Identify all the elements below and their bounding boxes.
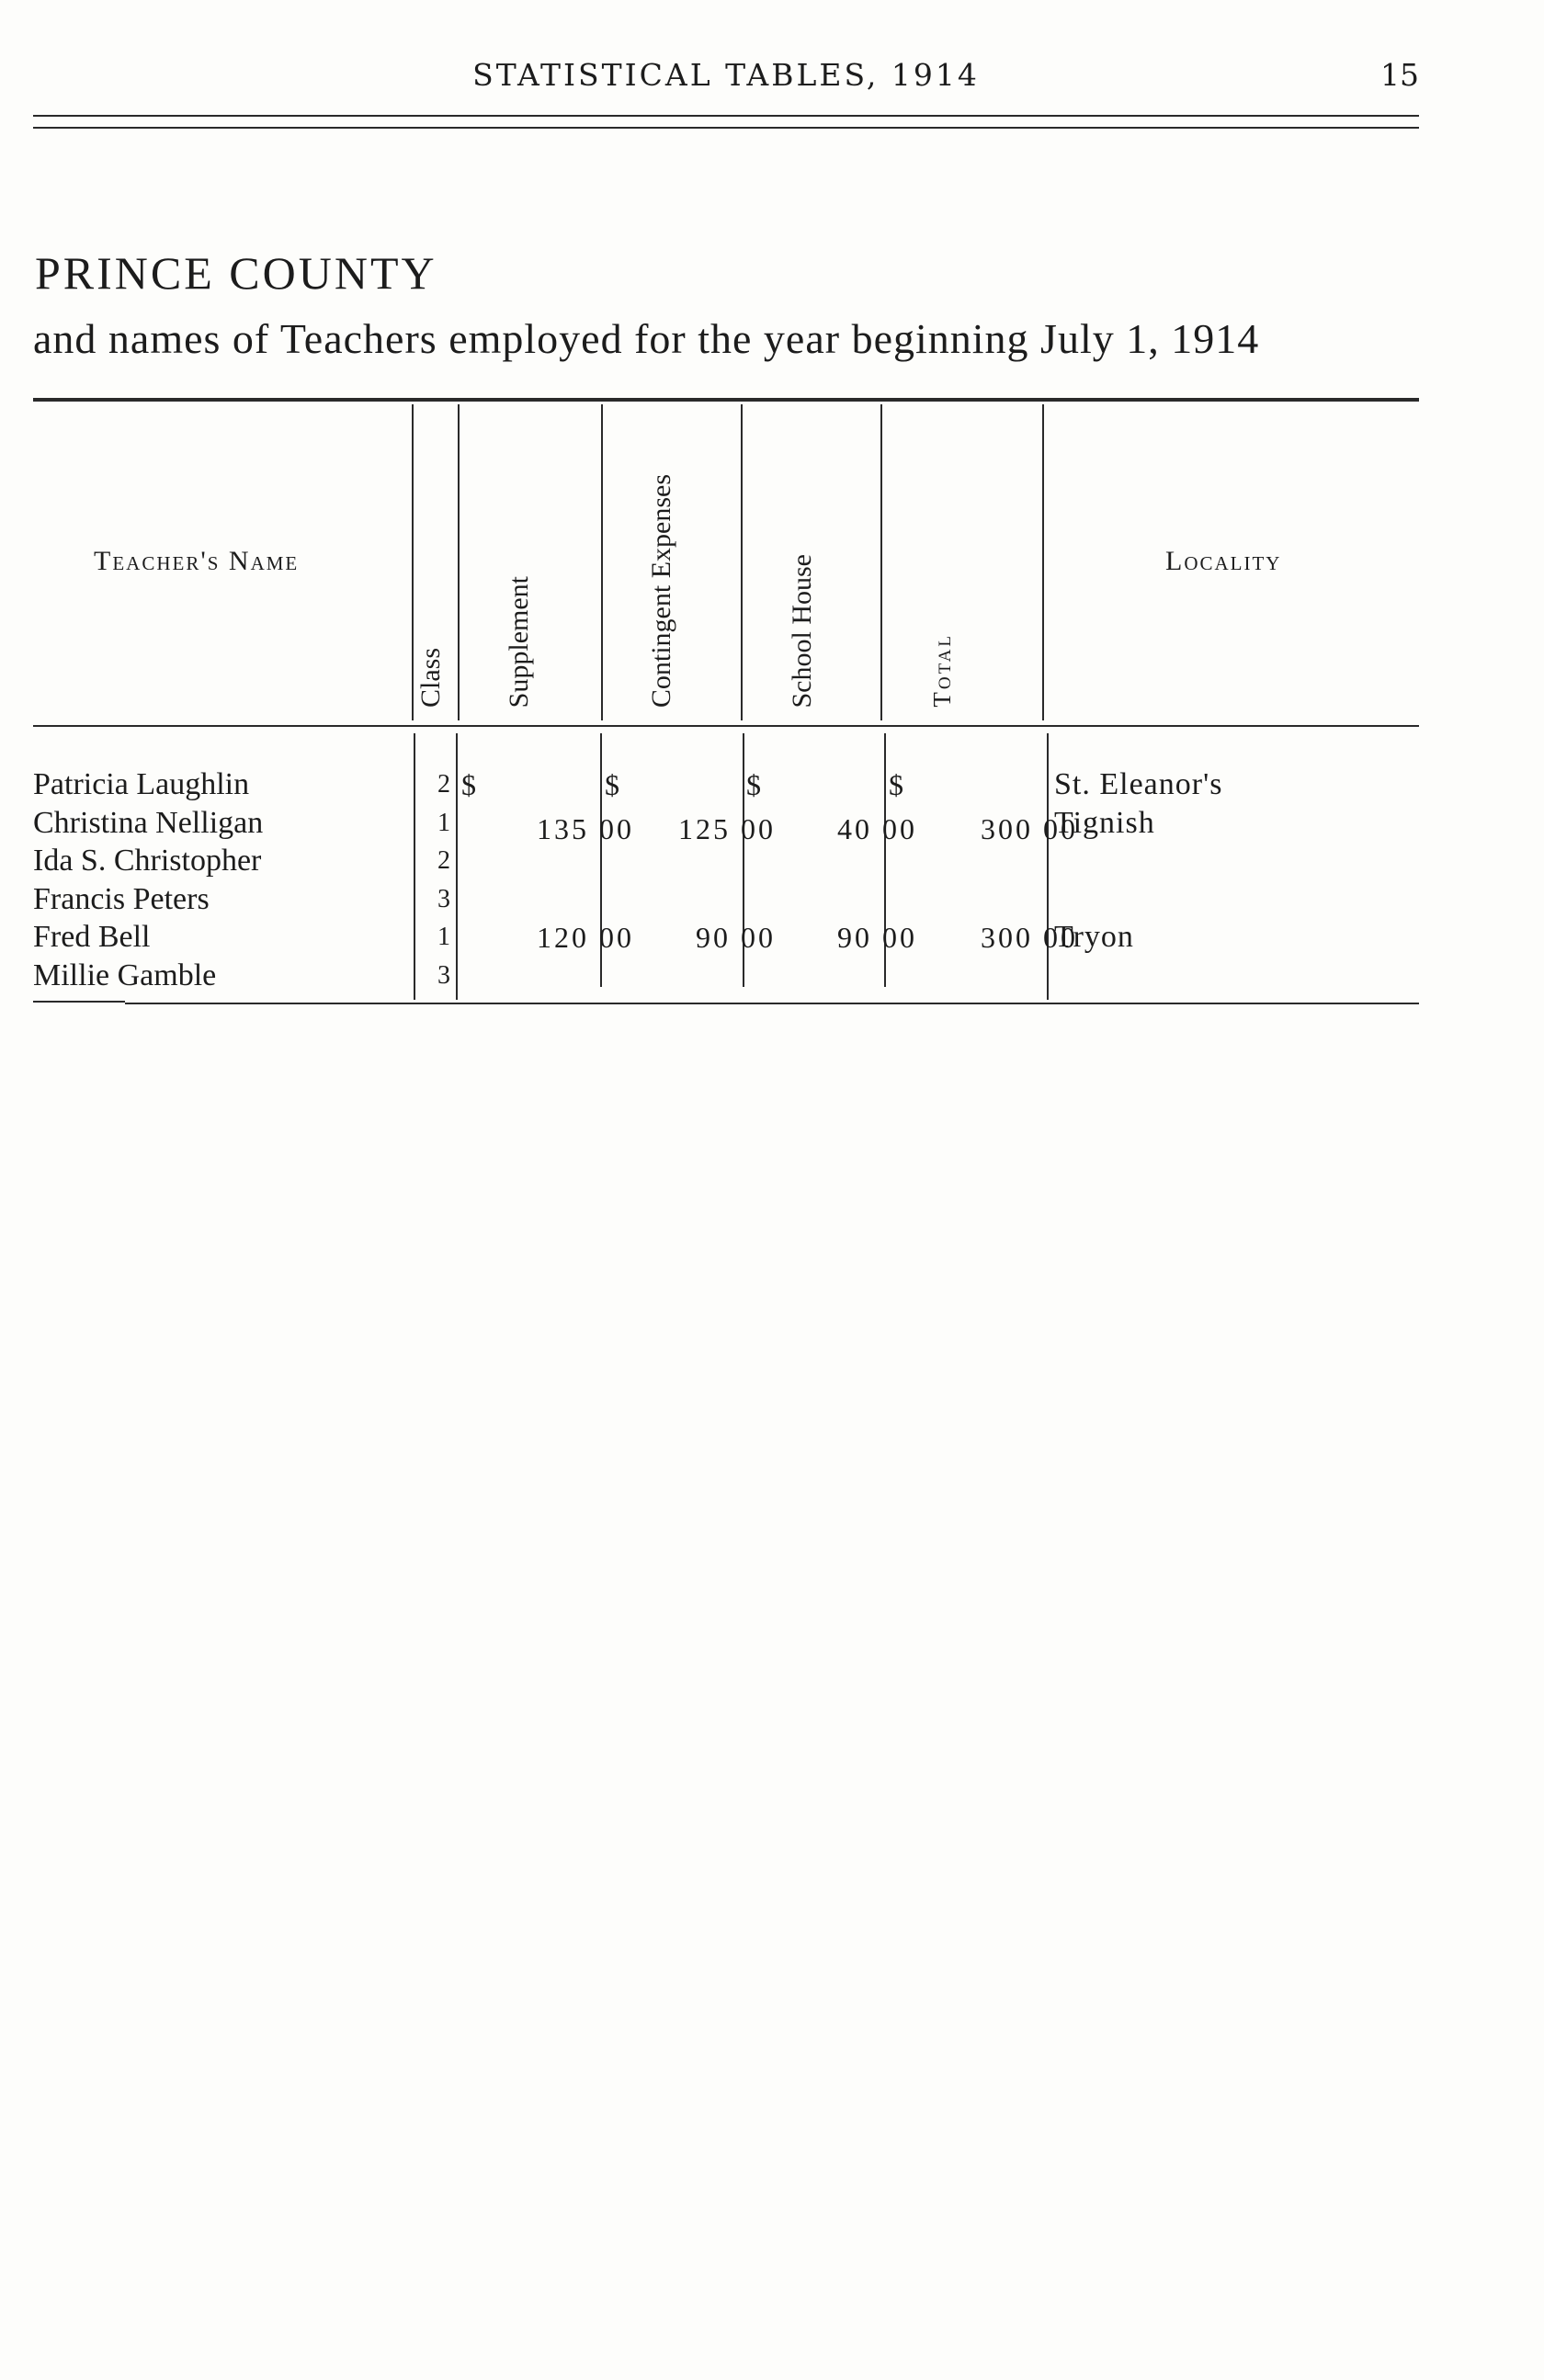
teacher-class: 3 — [437, 884, 450, 913]
table-bottom-rule — [125, 1003, 1419, 1004]
currency-symbol: $ — [746, 768, 761, 801]
table-row — [33, 765, 1419, 803]
teacher-class: 1 — [437, 808, 450, 837]
table-top-rule — [33, 398, 1419, 402]
header-rule-top — [33, 115, 1419, 117]
locality: Tignish — [1054, 805, 1155, 840]
table-row — [33, 841, 1419, 879]
county-title: PRINCE COUNTY — [35, 247, 437, 299]
locality: St. Eleanor's — [1054, 767, 1223, 801]
header-rule-bottom — [33, 127, 1419, 129]
header-locality: Locality — [1165, 546, 1282, 576]
contingent-amount: 125 00 — [678, 811, 776, 845]
teacher-name: Millie Gamble — [33, 958, 217, 992]
header-supplement: Supplement — [504, 575, 534, 708]
teacher-name: Francis Peters — [33, 881, 210, 916]
teacher-name: Ida S. Christopher — [33, 844, 262, 878]
header-teacher-name: Teacher's Name — [94, 546, 300, 576]
currency-symbol: $ — [461, 768, 476, 801]
total-amount: 300 00 — [981, 921, 1078, 954]
running-title: STATISTICAL TABLES, 1914 — [472, 57, 980, 93]
header-class: Class — [415, 647, 446, 708]
header-contingent-expenses: Contingent Expenses — [646, 473, 676, 708]
header-divider — [412, 404, 414, 720]
currency-symbol: $ — [605, 768, 619, 801]
table-bottom-rule — [33, 1001, 125, 1003]
header-divider — [458, 404, 460, 720]
table-row — [33, 803, 1419, 845]
header-bottom-rule — [33, 725, 1419, 727]
header-divider — [741, 404, 743, 720]
teacher-class: 2 — [437, 770, 450, 799]
table-row — [33, 879, 1419, 918]
locality: Tryon — [1054, 920, 1134, 954]
page-header — [33, 57, 1419, 103]
header-divider — [601, 404, 603, 720]
school-house-amount: 90 00 — [837, 921, 917, 954]
header-divider — [880, 404, 882, 720]
table-row — [33, 917, 1419, 956]
teacher-name: Patricia Laughlin — [33, 767, 250, 801]
table-header-row — [33, 408, 1419, 724]
teacher-class: 1 — [437, 923, 450, 951]
page-number: 15 — [1380, 57, 1419, 93]
supplement-amount: 135 00 — [537, 811, 634, 845]
table-body — [33, 765, 1419, 993]
contingent-amount: 90 00 — [696, 921, 776, 954]
header-school-house: School House — [787, 553, 817, 708]
teacher-name: Fred Bell — [33, 920, 151, 954]
school-house-amount: 40 00 — [837, 811, 917, 845]
table-row — [33, 956, 1419, 994]
header-divider — [1042, 404, 1044, 720]
table-subtitle: and names of Teachers employed for the year beginning July 1, 1914 — [33, 315, 1260, 362]
header-total: Total — [928, 633, 956, 708]
teacher-name: Christina Nelligan — [33, 805, 264, 840]
supplement-amount: 120 00 — [537, 921, 634, 954]
teacher-class: 2 — [437, 846, 450, 875]
total-amount: 300 00 — [981, 811, 1078, 845]
currency-symbol: $ — [889, 768, 903, 801]
teacher-class: 3 — [437, 960, 450, 990]
